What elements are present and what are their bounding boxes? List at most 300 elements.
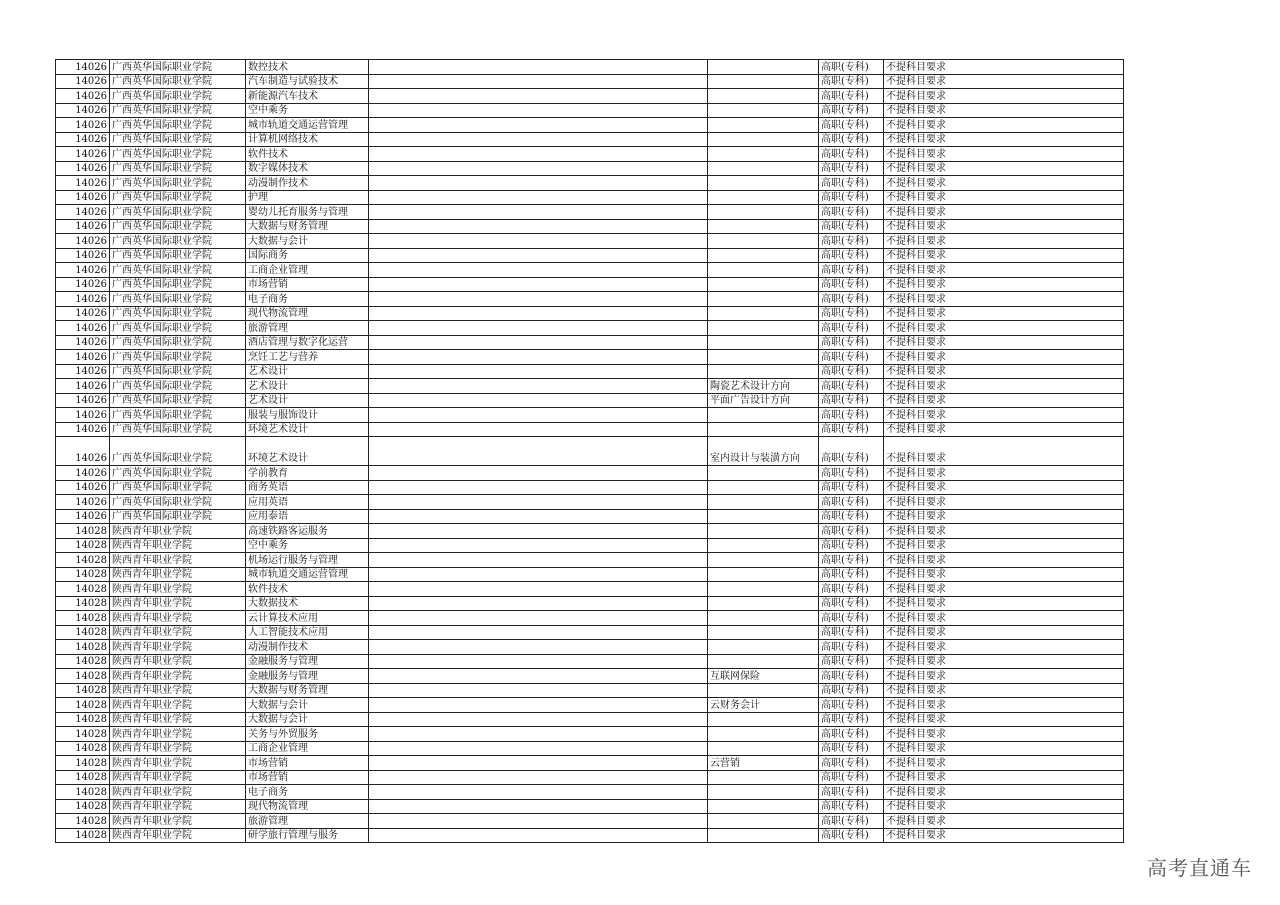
school-name-cell: 陕西青年职业学院	[110, 683, 246, 698]
major-name-cell: 现代物流管理	[246, 306, 369, 321]
level-cell: 高职(专科)	[819, 437, 884, 466]
school-code-cell: 14028	[56, 524, 110, 539]
blank-cell	[369, 60, 708, 75]
level-cell: 高职(专科)	[819, 466, 884, 481]
major-direction-cell	[708, 814, 819, 829]
major-direction-cell	[708, 132, 819, 147]
school-name-cell: 广西英华国际职业学院	[110, 509, 246, 524]
blank-cell	[369, 379, 708, 394]
table-row	[56, 379, 1124, 394]
table-row	[56, 118, 1124, 133]
level-cell: 高职(专科)	[819, 538, 884, 553]
table-row	[56, 582, 1124, 597]
subject-requirement-cell: 不提科目要求	[884, 379, 1124, 394]
major-name-cell: 酒店管理与数字化运营	[246, 335, 369, 350]
major-name-cell: 研学旅行管理与服务	[246, 828, 369, 843]
table-row	[56, 712, 1124, 727]
table-row	[56, 364, 1124, 379]
table-row	[56, 524, 1124, 539]
blank-cell	[369, 712, 708, 727]
major-name-cell: 烹饪工艺与营养	[246, 350, 369, 365]
school-code-cell: 14026	[56, 408, 110, 423]
level-cell: 高职(专科)	[819, 234, 884, 249]
blank-cell	[369, 89, 708, 104]
school-code-cell: 14026	[56, 466, 110, 481]
school-code-cell: 14026	[56, 306, 110, 321]
school-name-cell: 广西英华国际职业学院	[110, 306, 246, 321]
subject-requirement-cell: 不提科目要求	[884, 553, 1124, 568]
school-name-cell: 陕西青年职业学院	[110, 756, 246, 771]
school-code-cell: 14026	[56, 263, 110, 278]
major-name-cell: 服装与服饰设计	[246, 408, 369, 423]
level-cell: 高职(专科)	[819, 393, 884, 408]
table-row	[56, 161, 1124, 176]
major-name-cell: 高速铁路客运服务	[246, 524, 369, 539]
table-row	[56, 190, 1124, 205]
table-row	[56, 408, 1124, 423]
table-row	[56, 509, 1124, 524]
blank-cell	[369, 683, 708, 698]
major-direction-cell	[708, 74, 819, 89]
school-name-cell: 广西英华国际职业学院	[110, 393, 246, 408]
major-name-cell: 艺术设计	[246, 393, 369, 408]
table-row	[56, 828, 1124, 843]
school-name-cell: 广西英华国际职业学院	[110, 89, 246, 104]
blank-cell	[369, 524, 708, 539]
table-row	[56, 335, 1124, 350]
school-code-cell: 14026	[56, 176, 110, 191]
level-cell: 高职(专科)	[819, 292, 884, 307]
table-row	[56, 393, 1124, 408]
school-code-cell: 14028	[56, 625, 110, 640]
table-row	[56, 176, 1124, 191]
major-direction-cell	[708, 118, 819, 133]
table-row	[56, 495, 1124, 510]
blank-cell	[369, 625, 708, 640]
major-direction-cell	[708, 219, 819, 234]
school-code-cell: 14028	[56, 814, 110, 829]
subject-requirement-cell: 不提科目要求	[884, 89, 1124, 104]
blank-cell	[369, 799, 708, 814]
school-code-cell: 14028	[56, 799, 110, 814]
school-code-cell: 14026	[56, 147, 110, 162]
major-direction-cell	[708, 60, 819, 75]
level-cell: 高职(专科)	[819, 132, 884, 147]
level-cell: 高职(专科)	[819, 408, 884, 423]
school-name-cell: 广西英华国际职业学院	[110, 277, 246, 292]
school-name-cell: 陕西青年职业学院	[110, 538, 246, 553]
table-row	[56, 785, 1124, 800]
subject-requirement-cell: 不提科目要求	[884, 205, 1124, 220]
major-name-cell: 大数据与财务管理	[246, 683, 369, 698]
level-cell: 高职(专科)	[819, 205, 884, 220]
subject-requirement-cell: 不提科目要求	[884, 698, 1124, 713]
blank-cell	[369, 495, 708, 510]
admissions-table	[55, 59, 1124, 843]
level-cell: 高职(专科)	[819, 190, 884, 205]
blank-cell	[369, 538, 708, 553]
major-name-cell: 大数据与会计	[246, 698, 369, 713]
major-name-cell: 新能源汽车技术	[246, 89, 369, 104]
subject-requirement-cell: 不提科目要求	[884, 321, 1124, 336]
table-row	[56, 292, 1124, 307]
school-name-cell: 陕西青年职业学院	[110, 582, 246, 597]
blank-cell	[369, 306, 708, 321]
blank-cell	[369, 567, 708, 582]
level-cell: 高职(专科)	[819, 785, 884, 800]
school-name-cell: 广西英华国际职业学院	[110, 190, 246, 205]
blank-cell	[369, 350, 708, 365]
school-code-cell: 14026	[56, 350, 110, 365]
school-name-cell: 陕西青年职业学院	[110, 611, 246, 626]
blank-cell	[369, 640, 708, 655]
major-direction-cell	[708, 277, 819, 292]
blank-cell	[369, 234, 708, 249]
table-row	[56, 683, 1124, 698]
school-name-cell: 广西英华国际职业学院	[110, 234, 246, 249]
blank-cell	[369, 814, 708, 829]
major-direction-cell	[708, 234, 819, 249]
major-name-cell: 电子商务	[246, 292, 369, 307]
major-name-cell: 商务英语	[246, 480, 369, 495]
school-name-cell: 陕西青年职业学院	[110, 828, 246, 843]
table-row	[56, 263, 1124, 278]
school-name-cell: 陕西青年职业学院	[110, 741, 246, 756]
level-cell: 高职(专科)	[819, 524, 884, 539]
major-name-cell: 动漫制作技术	[246, 176, 369, 191]
school-code-cell: 14026	[56, 89, 110, 104]
subject-requirement-cell: 不提科目要求	[884, 176, 1124, 191]
school-code-cell: 14028	[56, 567, 110, 582]
level-cell: 高职(专科)	[819, 640, 884, 655]
school-code-cell: 14026	[56, 219, 110, 234]
major-direction-cell	[708, 292, 819, 307]
major-name-cell: 现代物流管理	[246, 799, 369, 814]
blank-cell	[369, 248, 708, 263]
school-name-cell: 广西英华国际职业学院	[110, 350, 246, 365]
subject-requirement-cell: 不提科目要求	[884, 437, 1124, 466]
school-name-cell: 陕西青年职业学院	[110, 799, 246, 814]
major-direction-cell	[708, 582, 819, 597]
major-direction-cell	[708, 727, 819, 742]
major-name-cell: 工商企业管理	[246, 263, 369, 278]
subject-requirement-cell: 不提科目要求	[884, 814, 1124, 829]
blank-cell	[369, 727, 708, 742]
subject-requirement-cell: 不提科目要求	[884, 466, 1124, 481]
table-row	[56, 132, 1124, 147]
subject-requirement-cell: 不提科目要求	[884, 480, 1124, 495]
level-cell: 高职(专科)	[819, 756, 884, 771]
blank-cell	[369, 205, 708, 220]
school-code-cell: 14028	[56, 538, 110, 553]
school-code-cell: 14026	[56, 393, 110, 408]
school-name-cell: 广西英华国际职业学院	[110, 321, 246, 336]
table-row	[56, 205, 1124, 220]
table-row	[56, 741, 1124, 756]
school-code-cell: 14028	[56, 596, 110, 611]
school-name-cell: 广西英华国际职业学院	[110, 466, 246, 481]
school-code-cell: 14026	[56, 509, 110, 524]
table-row	[56, 248, 1124, 263]
subject-requirement-cell: 不提科目要求	[884, 741, 1124, 756]
school-code-cell: 14028	[56, 640, 110, 655]
school-name-cell: 广西英华国际职业学院	[110, 379, 246, 394]
school-code-cell: 14026	[56, 205, 110, 220]
school-name-cell: 广西英华国际职业学院	[110, 118, 246, 133]
level-cell: 高职(专科)	[819, 712, 884, 727]
level-cell: 高职(专科)	[819, 219, 884, 234]
school-code-cell: 14026	[56, 74, 110, 89]
school-name-cell: 广西英华国际职业学院	[110, 161, 246, 176]
school-code-cell: 14028	[56, 828, 110, 843]
major-name-cell: 金融服务与管理	[246, 669, 369, 684]
watermark-logo: 高考直通车	[1147, 856, 1252, 880]
school-code-cell: 14026	[56, 60, 110, 75]
school-code-cell: 14028	[56, 698, 110, 713]
major-name-cell: 电子商务	[246, 785, 369, 800]
major-direction-cell	[708, 161, 819, 176]
subject-requirement-cell: 不提科目要求	[884, 756, 1124, 771]
major-direction-cell	[708, 364, 819, 379]
table-row	[56, 60, 1124, 75]
school-code-cell: 14026	[56, 118, 110, 133]
level-cell: 高职(专科)	[819, 422, 884, 437]
subject-requirement-cell: 不提科目要求	[884, 234, 1124, 249]
major-direction-cell	[708, 770, 819, 785]
level-cell: 高职(专科)	[819, 161, 884, 176]
major-direction-cell	[708, 321, 819, 336]
blank-cell	[369, 132, 708, 147]
level-cell: 高职(专科)	[819, 654, 884, 669]
level-cell: 高职(专科)	[819, 147, 884, 162]
blank-cell	[369, 292, 708, 307]
blank-cell	[369, 147, 708, 162]
subject-requirement-cell: 不提科目要求	[884, 770, 1124, 785]
major-direction-cell	[708, 408, 819, 423]
major-direction-cell	[708, 553, 819, 568]
level-cell: 高职(专科)	[819, 248, 884, 263]
level-cell: 高职(专科)	[819, 321, 884, 336]
subject-requirement-cell: 不提科目要求	[884, 263, 1124, 278]
major-name-cell: 旅游管理	[246, 321, 369, 336]
subject-requirement-cell: 不提科目要求	[884, 393, 1124, 408]
level-cell: 高职(专科)	[819, 582, 884, 597]
blank-cell	[369, 466, 708, 481]
school-name-cell: 陕西青年职业学院	[110, 712, 246, 727]
major-direction-cell: 云财务会计	[708, 698, 819, 713]
school-name-cell: 广西英华国际职业学院	[110, 364, 246, 379]
level-cell: 高职(专科)	[819, 350, 884, 365]
subject-requirement-cell: 不提科目要求	[884, 103, 1124, 118]
blank-cell	[369, 219, 708, 234]
table-row	[56, 306, 1124, 321]
level-cell: 高职(专科)	[819, 799, 884, 814]
table-row	[56, 553, 1124, 568]
major-name-cell: 国际商务	[246, 248, 369, 263]
blank-cell	[369, 437, 708, 466]
major-name-cell: 环境艺术设计	[246, 437, 369, 466]
subject-requirement-cell: 不提科目要求	[884, 408, 1124, 423]
major-name-cell: 机场运行服务与管理	[246, 553, 369, 568]
subject-requirement-cell: 不提科目要求	[884, 582, 1124, 597]
major-name-cell: 数控技术	[246, 60, 369, 75]
major-name-cell: 市场营销	[246, 756, 369, 771]
subject-requirement-cell: 不提科目要求	[884, 785, 1124, 800]
major-direction-cell	[708, 205, 819, 220]
major-name-cell: 城市轨道交通运营管理	[246, 118, 369, 133]
level-cell: 高职(专科)	[819, 263, 884, 278]
school-code-cell: 14028	[56, 611, 110, 626]
subject-requirement-cell: 不提科目要求	[884, 828, 1124, 843]
school-code-cell: 14026	[56, 437, 110, 466]
school-name-cell: 陕西青年职业学院	[110, 727, 246, 742]
level-cell: 高职(专科)	[819, 306, 884, 321]
school-name-cell: 广西英华国际职业学院	[110, 60, 246, 75]
level-cell: 高职(专科)	[819, 480, 884, 495]
blank-cell	[369, 654, 708, 669]
major-name-cell: 艺术设计	[246, 379, 369, 394]
level-cell: 高职(专科)	[819, 727, 884, 742]
major-direction-cell	[708, 524, 819, 539]
table-row	[56, 538, 1124, 553]
school-name-cell: 广西英华国际职业学院	[110, 408, 246, 423]
major-name-cell: 应用英语	[246, 495, 369, 510]
subject-requirement-cell: 不提科目要求	[884, 335, 1124, 350]
school-code-cell: 14026	[56, 292, 110, 307]
level-cell: 高职(专科)	[819, 89, 884, 104]
level-cell: 高职(专科)	[819, 567, 884, 582]
level-cell: 高职(专科)	[819, 814, 884, 829]
major-name-cell: 市场营销	[246, 770, 369, 785]
table-row	[56, 799, 1124, 814]
table-row	[56, 770, 1124, 785]
major-name-cell: 动漫制作技术	[246, 640, 369, 655]
blank-cell	[369, 480, 708, 495]
school-code-cell: 14026	[56, 379, 110, 394]
school-name-cell: 陕西青年职业学院	[110, 625, 246, 640]
table-row	[56, 466, 1124, 481]
school-code-cell: 14026	[56, 190, 110, 205]
school-name-cell: 广西英华国际职业学院	[110, 176, 246, 191]
blank-cell	[369, 698, 708, 713]
table-row	[56, 321, 1124, 336]
level-cell: 高职(专科)	[819, 277, 884, 292]
subject-requirement-cell: 不提科目要求	[884, 611, 1124, 626]
table-row	[56, 277, 1124, 292]
major-direction-cell	[708, 89, 819, 104]
blank-cell	[369, 756, 708, 771]
subject-requirement-cell: 不提科目要求	[884, 567, 1124, 582]
level-cell: 高职(专科)	[819, 509, 884, 524]
school-name-cell: 广西英华国际职业学院	[110, 495, 246, 510]
subject-requirement-cell: 不提科目要求	[884, 640, 1124, 655]
subject-requirement-cell: 不提科目要求	[884, 669, 1124, 684]
blank-cell	[369, 161, 708, 176]
major-direction-cell	[708, 335, 819, 350]
level-cell: 高职(专科)	[819, 60, 884, 75]
blank-cell	[369, 103, 708, 118]
major-name-cell: 学前教育	[246, 466, 369, 481]
school-code-cell: 14026	[56, 364, 110, 379]
school-code-cell: 14026	[56, 132, 110, 147]
school-code-cell: 14026	[56, 335, 110, 350]
major-direction-cell	[708, 538, 819, 553]
major-name-cell: 市场营销	[246, 277, 369, 292]
major-name-cell: 计算机网络技术	[246, 132, 369, 147]
blank-cell	[369, 828, 708, 843]
subject-requirement-cell: 不提科目要求	[884, 132, 1124, 147]
subject-requirement-cell: 不提科目要求	[884, 538, 1124, 553]
subject-requirement-cell: 不提科目要求	[884, 683, 1124, 698]
major-name-cell: 城市轨道交通运营管理	[246, 567, 369, 582]
school-name-cell: 陕西青年职业学院	[110, 524, 246, 539]
school-name-cell: 广西英华国际职业学院	[110, 248, 246, 263]
table-row	[56, 234, 1124, 249]
school-name-cell: 广西英华国际职业学院	[110, 263, 246, 278]
blank-cell	[369, 321, 708, 336]
level-cell: 高职(专科)	[819, 495, 884, 510]
major-direction-cell	[708, 480, 819, 495]
school-code-cell: 14028	[56, 553, 110, 568]
blank-cell	[369, 335, 708, 350]
school-name-cell: 陕西青年职业学院	[110, 770, 246, 785]
subject-requirement-cell: 不提科目要求	[884, 219, 1124, 234]
school-code-cell: 14028	[56, 669, 110, 684]
blank-cell	[369, 176, 708, 191]
major-name-cell: 工商企业管理	[246, 741, 369, 756]
subject-requirement-cell: 不提科目要求	[884, 422, 1124, 437]
blank-cell	[369, 741, 708, 756]
subject-requirement-cell: 不提科目要求	[884, 161, 1124, 176]
major-direction-cell	[708, 263, 819, 278]
major-direction-cell: 室内设计与装潢方向	[708, 437, 819, 466]
blank-cell	[369, 509, 708, 524]
level-cell: 高职(专科)	[819, 611, 884, 626]
school-code-cell: 14026	[56, 248, 110, 263]
major-name-cell: 应用泰语	[246, 509, 369, 524]
major-direction-cell	[708, 611, 819, 626]
blank-cell	[369, 770, 708, 785]
major-direction-cell	[708, 712, 819, 727]
level-cell: 高职(专科)	[819, 103, 884, 118]
table-row	[56, 422, 1124, 437]
table-row	[56, 89, 1124, 104]
subject-requirement-cell: 不提科目要求	[884, 495, 1124, 510]
major-name-cell: 汽车制造与试验技术	[246, 74, 369, 89]
blank-cell	[369, 190, 708, 205]
major-name-cell: 云计算技术应用	[246, 611, 369, 626]
table-row	[56, 756, 1124, 771]
school-name-cell: 陕西青年职业学院	[110, 567, 246, 582]
subject-requirement-cell: 不提科目要求	[884, 712, 1124, 727]
major-name-cell: 软件技术	[246, 582, 369, 597]
table-row	[56, 567, 1124, 582]
major-direction-cell	[708, 596, 819, 611]
major-direction-cell	[708, 828, 819, 843]
school-name-cell: 广西英华国际职业学院	[110, 103, 246, 118]
school-code-cell: 14028	[56, 756, 110, 771]
school-code-cell: 14028	[56, 785, 110, 800]
blank-cell	[369, 263, 708, 278]
table-row	[56, 611, 1124, 626]
major-direction-cell	[708, 625, 819, 640]
school-name-cell: 广西英华国际职业学院	[110, 219, 246, 234]
blank-cell	[369, 553, 708, 568]
major-direction-cell	[708, 640, 819, 655]
school-code-cell: 14028	[56, 582, 110, 597]
school-name-cell: 广西英华国际职业学院	[110, 74, 246, 89]
major-name-cell: 艺术设计	[246, 364, 369, 379]
